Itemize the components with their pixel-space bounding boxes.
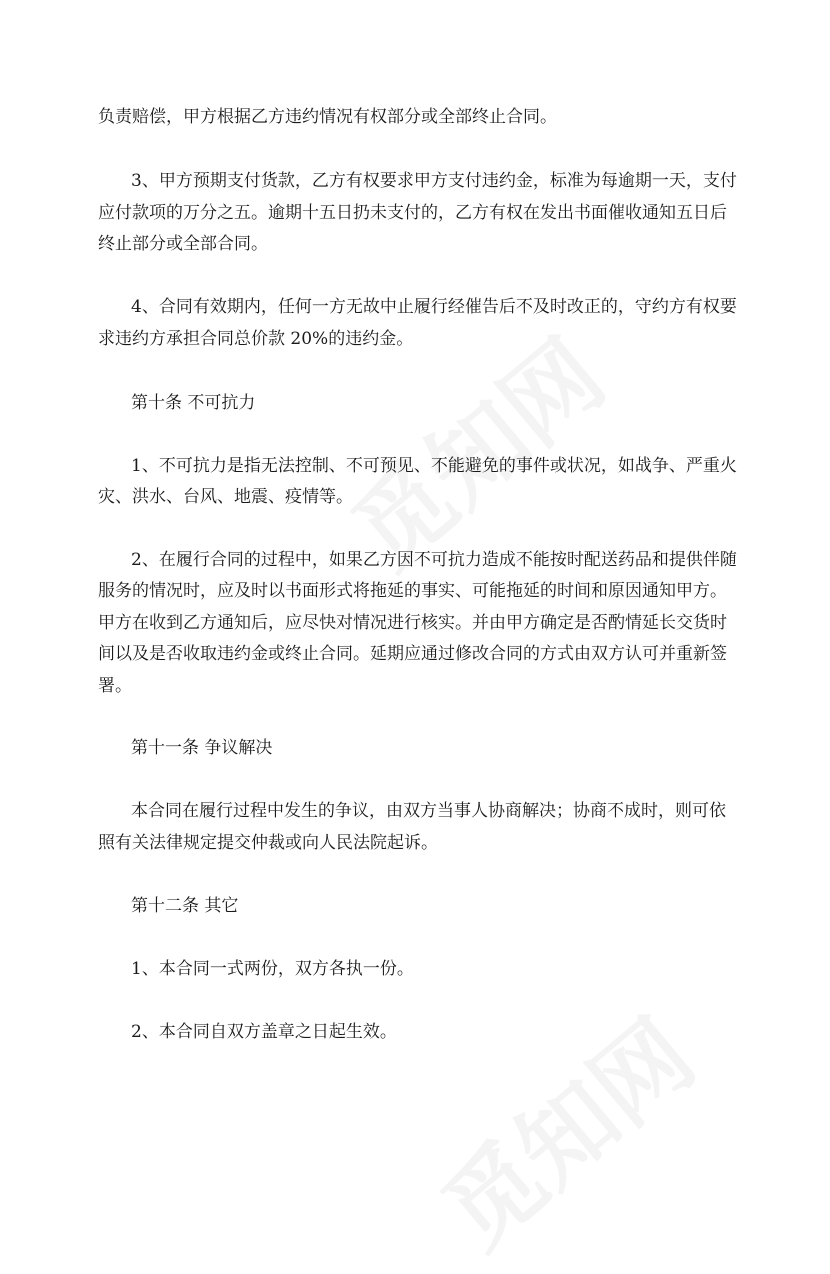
section-heading-other: 第十二条 其它 [131,896,239,916]
paragraph-line: 署。 [98,676,132,696]
paragraph-line: 服务的情况时，应及时以书面形式将拖延的事实、可能拖延的时间和原因通知甲方。 [98,581,727,601]
paragraph-continuation: 负责赔偿，甲方根据乙方违约情况有权部分或全部终止合同。 [98,107,557,127]
paragraph-line: 应付款项的万分之五。逾期十五日扔未支付的，乙方有权在发出书面催收通知五日后 [98,203,727,223]
paragraph-line: 终止部分或全部合同。 [98,234,268,254]
paragraph-copies: 1、本合同一式两份，双方各执一份。 [131,959,414,979]
paragraph-line: 2、在履行合同的过程中，如果乙方因不可抗力造成不能按时配送药品和提供伴随 [131,550,737,570]
paragraph-line: 1、不可抗力是指无法控制、不可预见、不能避免的事件或状况，如战争、严重火 [131,456,737,476]
paragraph-line: 本合同在履行过程中发生的争议，由双方当事人协商解决；协商不成时，则可依 [131,801,726,821]
paragraph-line: 甲方在收到乙方通知后，应尽快对情况进行核实。并由甲方确定是否酌情延长交货时 [98,613,727,633]
section-heading-dispute-resolution: 第十一条 争议解决 [131,738,273,758]
paragraph-line: 灾、洪水、台风、地震、疫情等。 [98,487,353,507]
paragraph-line: 求违约方承担合同总价款 20%的违约金。 [98,329,414,349]
paragraph-line: 间以及是否收取违约金或终止合同。延期应通过修改合同的方式由双方认可并重新签 [98,644,727,664]
paragraph-line: 照有关法律规定提交仲裁或向人民法院起诉。 [98,833,438,853]
paragraph-effective-date: 2、本合同自双方盖章之日起生效。 [131,1022,397,1042]
section-heading-force-majeure: 第十条 不可抗力 [131,393,256,413]
paragraph-line: 4、合同有效期内，任何一方无故中止履行经催告后不及时改正的，守约方有权要 [131,297,737,317]
paragraph-line: 3、甲方预期支付货款，乙方有权要求甲方支付违约金，标准为每逾期一天，支付 [131,171,737,191]
